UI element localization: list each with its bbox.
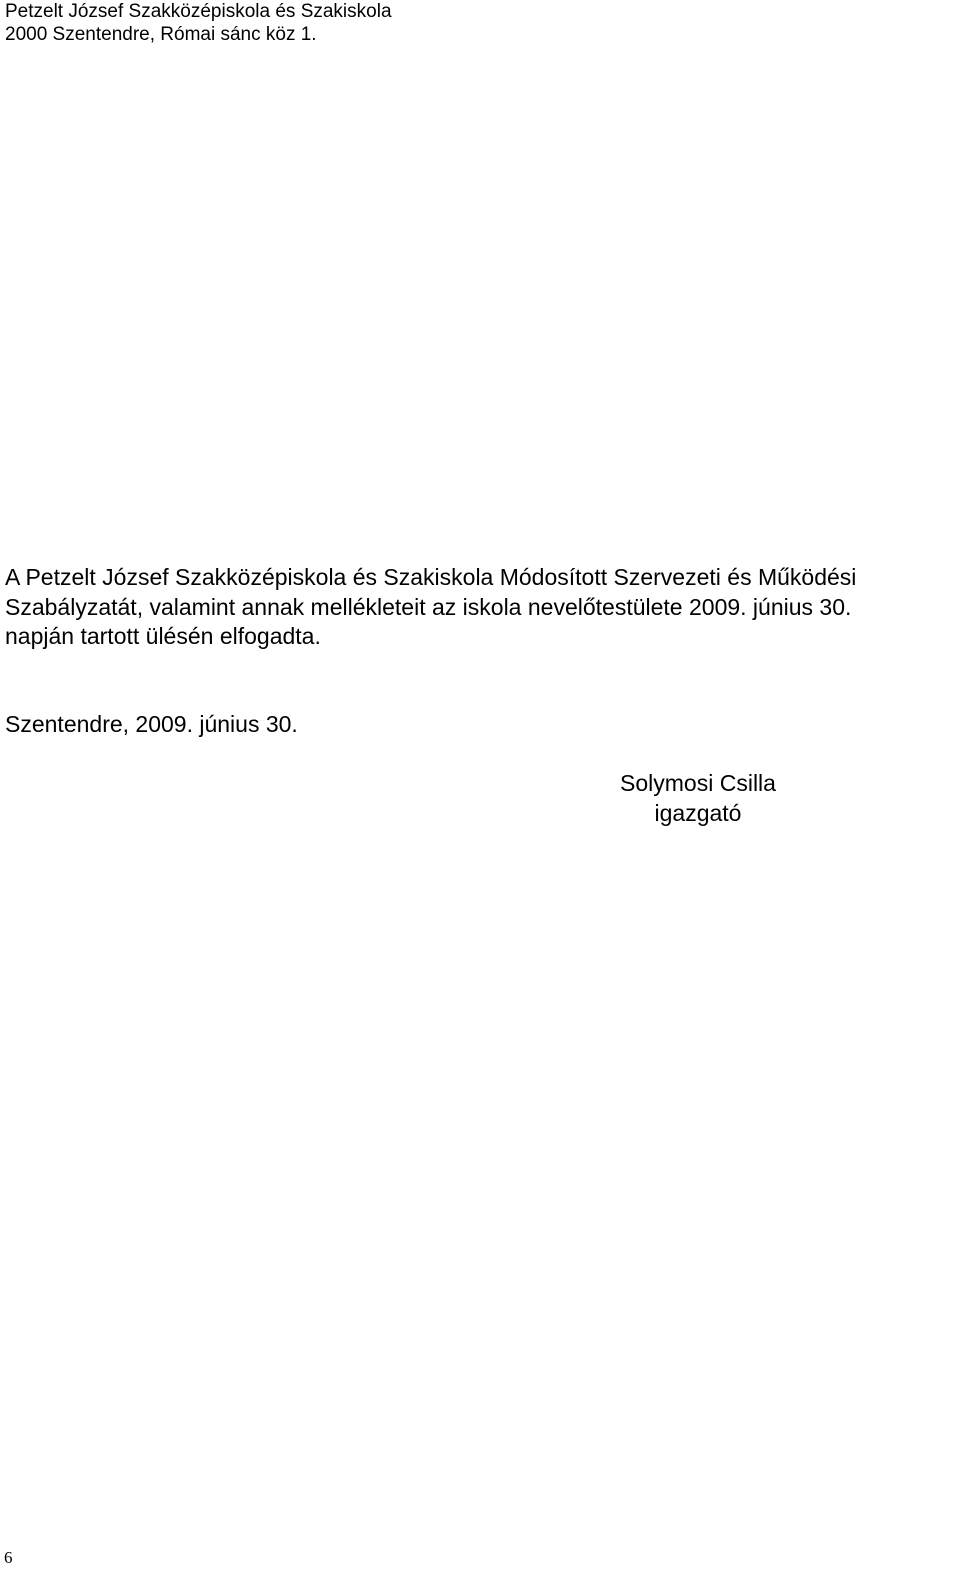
- statement-line: A Petzelt József Szakközépiskola és Szakiskola Módosított Szervezeti és Működési: [5, 564, 857, 590]
- statement-line: napján tartott ülésén elfogadta.: [5, 623, 321, 649]
- school-address: 2000 Szentendre, Római sánc köz 1.: [5, 24, 317, 45]
- page-number: 6: [4, 1548, 13, 1567]
- approval-statement: [5, 563, 960, 652]
- signatory-title: igazgató: [654, 799, 742, 826]
- signatory-name: Solymosi Csilla: [620, 770, 776, 796]
- school-name: Petzelt József Szakközépiskola és Szakiskola: [5, 1, 392, 22]
- document-header: [5, 0, 392, 46]
- statement-line: Szabályzatát, valamint annak mellékleteit az iskola nevelőtestülete 2009. június 30.: [5, 593, 852, 620]
- place-and-date: Szentendre, 2009. június 30.: [5, 711, 298, 737]
- signature-block: [588, 769, 808, 828]
